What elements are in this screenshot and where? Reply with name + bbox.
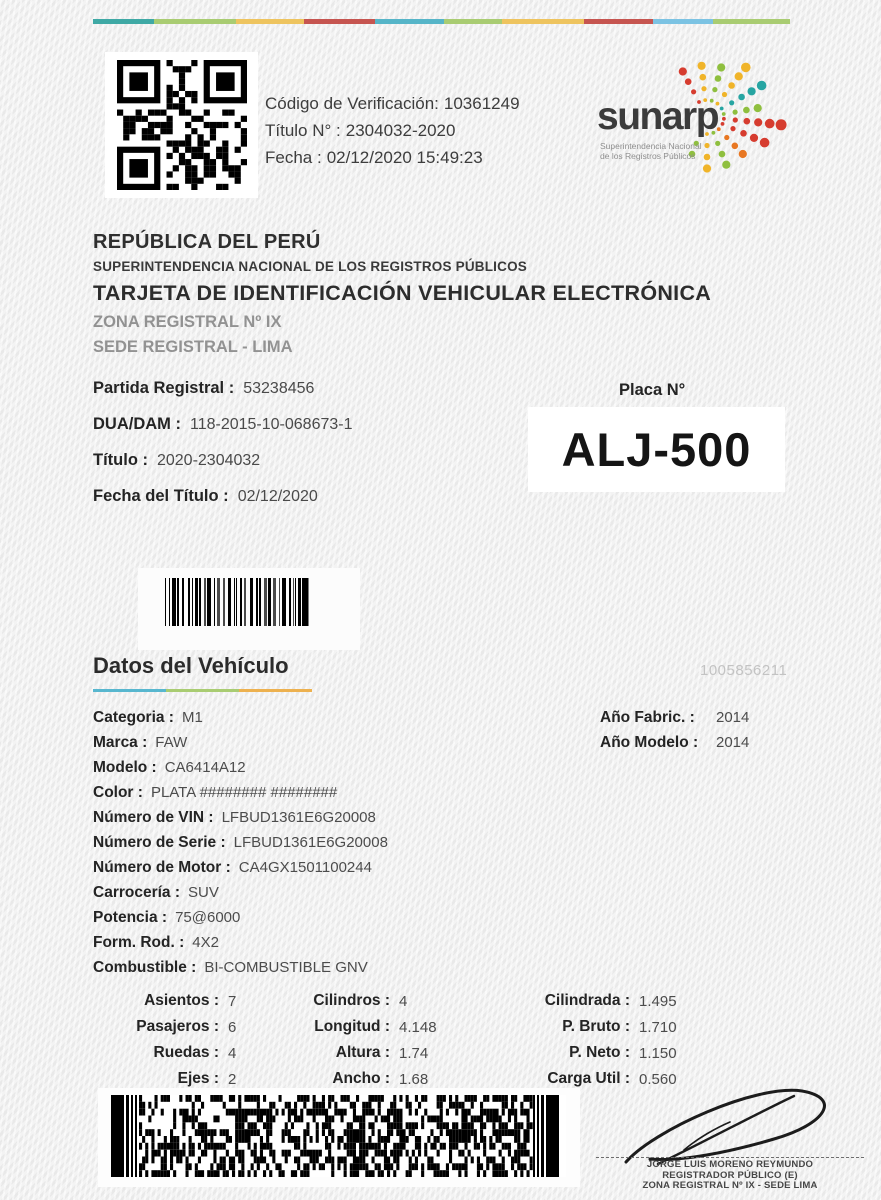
field-label: Color : — [93, 783, 143, 801]
field-label: Número de Motor : — [93, 858, 231, 876]
field-label: Partida Registral : — [93, 379, 235, 397]
sunarp-logo — [593, 45, 823, 200]
plate-number-label: Placa N° — [619, 381, 686, 399]
verification-code-value: 10361249 — [443, 94, 520, 113]
spec-p-bruto — [482, 1014, 722, 1040]
field-value: LFBUD1361E6G20008 — [233, 834, 388, 851]
logo-tagline — [600, 141, 702, 161]
spec-label: Pasajeros : — [136, 1018, 219, 1035]
spec-value: 7 — [228, 992, 237, 1010]
field-ano-modelo — [600, 730, 749, 755]
stripe-segment — [502, 19, 584, 24]
date-line — [265, 146, 520, 170]
spec-cilindrada — [482, 988, 722, 1014]
field-label: Combustible : — [93, 958, 197, 976]
registration-fields — [93, 379, 353, 523]
field-value: 2014 — [716, 734, 750, 751]
field-value: 2020-2304032 — [156, 452, 261, 469]
field-value: BI-COMBUSTIBLE GNV — [204, 959, 368, 976]
field-value: FAW — [155, 734, 188, 751]
field-label: Form. Rod. : — [93, 933, 185, 951]
registrar-role: REGISTRADOR PÚBLICO (E) — [662, 1169, 798, 1181]
plate-number-value: ALJ-500 — [561, 423, 752, 476]
underline-segment — [93, 689, 166, 692]
field-label: Año Fabric. : — [600, 708, 695, 726]
spec-value: 1.495 — [639, 992, 677, 1010]
registrar-name: JORGE LUIS MORENO REYMUNDO — [646, 1159, 814, 1170]
field-value: 75@6000 — [175, 909, 241, 926]
stripe-segment — [653, 19, 714, 24]
field-value: 118-2015-10-068673-1 — [190, 416, 353, 433]
verification-code-line — [265, 92, 520, 116]
spec-label: P. Bruto : — [562, 1018, 630, 1035]
spec-label: Longitud : — [314, 1018, 390, 1035]
spec-label: Ejes : — [177, 1070, 219, 1087]
logo-wordmark: sunarp — [597, 95, 719, 138]
spec-label: Cilindrada : — [544, 992, 630, 1009]
field-dua-dam — [93, 415, 353, 451]
qr-code — [105, 52, 258, 198]
field-categoria — [93, 705, 388, 730]
barcode-pdf417-icon — [111, 1095, 566, 1177]
field-serie — [93, 830, 388, 855]
field-partida-registral — [93, 379, 353, 415]
document-number: 1005856211 — [700, 662, 788, 679]
registrar-signature — [588, 1078, 880, 1198]
barcode-1d-icon — [163, 578, 310, 626]
specs-column-3 — [482, 988, 722, 1092]
field-label: Categoria : — [93, 708, 174, 726]
stripe-segment — [154, 19, 236, 24]
spec-label: Cilindros : — [313, 992, 390, 1009]
specs-column-2 — [272, 988, 482, 1092]
field-value: 2014 — [716, 709, 750, 726]
field-vin — [93, 805, 388, 830]
field-value: 02/12/2020 — [237, 488, 318, 505]
field-label: Número de VIN : — [93, 808, 214, 826]
spec-value: 4 — [228, 1044, 237, 1062]
spec-value: 4 — [399, 992, 408, 1010]
field-modelo — [93, 755, 388, 780]
field-value: CA6414A12 — [164, 759, 246, 776]
field-value: PLATA ######## ######## — [150, 784, 338, 801]
spec-value: 4.148 — [399, 1018, 437, 1036]
title-number-label: Título N° : — [265, 121, 341, 140]
registrar-office: ZONA REGISTRAL Nº IX - SEDE LIMA — [642, 1180, 818, 1191]
entity-title: SUPERINTENDENCIA NACIONAL DE LOS REGISTROS PÚBLICOS — [93, 259, 527, 274]
field-combustible — [93, 955, 388, 980]
field-form-rod — [93, 930, 388, 955]
stripe-segment — [236, 19, 305, 24]
logo-tagline-line2: de los Registros Públicos — [600, 151, 696, 161]
underline-segment — [239, 689, 312, 692]
spec-label: Ruedas : — [153, 1044, 219, 1061]
field-label: Título : — [93, 451, 148, 469]
plate-number-box — [528, 407, 785, 492]
barcode-1d — [138, 568, 360, 650]
spec-value: 1.74 — [399, 1044, 429, 1062]
logo-tagline-line1: Superintendencia Nacional — [600, 141, 702, 151]
spec-value: 6 — [228, 1018, 237, 1036]
spec-p-neto — [482, 1040, 722, 1066]
date-label: Fecha : — [265, 148, 322, 167]
underline-segment — [166, 689, 239, 692]
document-header — [93, 231, 711, 357]
sede-registral: SEDE REGISTRAL - LIMA — [93, 338, 293, 356]
vehicle-fields — [93, 705, 388, 980]
field-value: 53238456 — [243, 380, 315, 397]
spec-label: Ancho : — [332, 1070, 390, 1087]
verification-code-label: Código de Verificación: — [265, 94, 439, 113]
title-number-value: 2304032-2020 — [345, 121, 456, 140]
field-carroceria — [93, 880, 388, 905]
verification-block — [265, 92, 520, 173]
field-potencia — [93, 905, 388, 930]
field-marca — [93, 730, 388, 755]
signature-stroke-icon — [588, 1078, 880, 1166]
spec-label: Altura : — [335, 1044, 390, 1061]
spec-label: P. Neto : — [569, 1044, 630, 1061]
spec-value: 1.150 — [639, 1044, 677, 1062]
field-titulo — [93, 451, 353, 487]
stripe-segment — [444, 19, 502, 24]
vehicle-year-fields — [600, 705, 749, 755]
spec-cilindros — [272, 988, 482, 1014]
field-label: Año Modelo : — [600, 733, 699, 751]
field-value: 4X2 — [192, 934, 219, 951]
section-title-datos-vehiculo: Datos del Vehículo — [93, 653, 289, 678]
field-label: DUA/DAM : — [93, 415, 181, 433]
spec-altura — [272, 1040, 482, 1066]
title-number-line — [265, 119, 520, 143]
stripe-segment — [375, 19, 444, 24]
field-value: M1 — [181, 709, 203, 726]
spec-value: 0.560 — [639, 1070, 677, 1088]
stripe-segment — [713, 19, 790, 24]
page-title: TARJETA DE IDENTIFICACIÓN VEHICULAR ELECTRÓNICA — [93, 281, 712, 305]
spec-value: 1.710 — [639, 1018, 677, 1036]
zona-registral: ZONA REGISTRAL Nº IX — [93, 313, 282, 331]
field-ano-fabric — [600, 705, 749, 730]
field-label: Modelo : — [93, 758, 157, 776]
field-fecha-titulo — [93, 487, 353, 523]
field-label: Número de Serie : — [93, 833, 226, 851]
field-label: Potencia : — [93, 908, 168, 926]
field-value: CA4GX1501100244 — [238, 859, 372, 876]
field-value: LFBUD1361E6G20008 — [221, 809, 376, 826]
country-title: REPÚBLICA DEL PERÚ — [93, 231, 321, 253]
section-title-underline — [93, 689, 312, 692]
field-label: Carrocería : — [93, 883, 181, 901]
stripe-segment — [584, 19, 653, 24]
stripe-segment — [304, 19, 375, 24]
spec-value: 2 — [228, 1070, 237, 1088]
qr-code-icon — [117, 60, 247, 190]
spec-label: Asientos : — [144, 992, 219, 1009]
barcode-pdf417 — [98, 1088, 580, 1187]
field-motor — [93, 855, 388, 880]
field-label: Marca : — [93, 733, 148, 751]
spec-label: Carga Util : — [547, 1070, 630, 1087]
stripe-segment — [93, 19, 154, 24]
spec-longitud — [272, 1014, 482, 1040]
registrar-stamp — [596, 1157, 864, 1192]
top-color-stripe — [93, 19, 790, 24]
field-value: SUV — [188, 884, 219, 901]
field-color — [93, 780, 388, 805]
field-label: Fecha del Título : — [93, 487, 229, 505]
date-value: 02/12/2020 15:49:23 — [326, 148, 483, 167]
spec-value: 1.68 — [399, 1070, 429, 1088]
